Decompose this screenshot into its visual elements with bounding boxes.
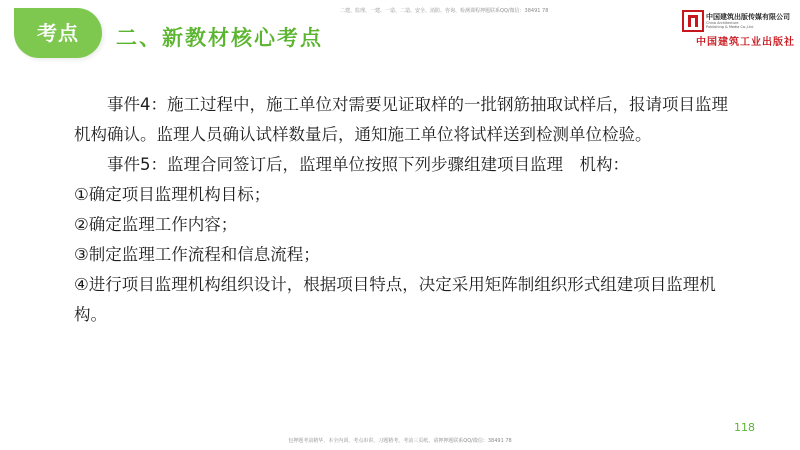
publisher-name-en-line1: China Architecture — [706, 21, 739, 25]
top-note: 二建、监理、一建、一造、二造、安全、消防、咨询、检测课程押题联系QQ/微信：38491 78 — [340, 8, 549, 14]
publisher-logo — [682, 10, 794, 46]
section-title: 二、新教材核心考点 — [116, 26, 323, 50]
header — [0, 0, 800, 70]
step-4: ④进行项目监理机构组织设计，根据项目特点，决定采用矩阵制组织形式组建项目监理机构。 — [74, 275, 716, 324]
section-badge — [14, 8, 102, 58]
event-5-paragraph: 事件5：监理合同签订后，监理单位按照下列步骤组建项目监理 机构： — [107, 155, 629, 174]
footer-note: 包押题考前精华，本全内训、考点串讲，习题精考，考前三页纸，请押押题联系QQ/微信：38491 78 — [288, 438, 512, 444]
step-2: ②确定监理工作内容； — [74, 215, 238, 234]
publisher-name-cn: 中国建筑出版传媒有限公司 — [706, 13, 790, 21]
event-4-paragraph: 事件4：施工过程中，施工单位对需要见证取样的一批钢筋抽取试样后，报请项目监理机构确认。监理人员确认试样数量后，通知施工单位将试样送到检测单位检验。 — [74, 95, 728, 144]
publisher-script-name: 中国建筑工业出版社 — [696, 37, 795, 48]
publisher-name-en-line2: Publishing & Media Co.,Ltd. — [706, 25, 754, 29]
main-content — [74, 90, 734, 330]
page-number: 118 — [734, 421, 755, 434]
publisher-logo-icon — [682, 10, 704, 32]
publisher-name-en — [706, 21, 754, 29]
step-3: ③制定监理工作流程和信息流程； — [74, 245, 320, 264]
step-1: ①确定项目监理机构目标； — [74, 185, 271, 204]
section-badge-label: 考点 — [37, 21, 79, 45]
